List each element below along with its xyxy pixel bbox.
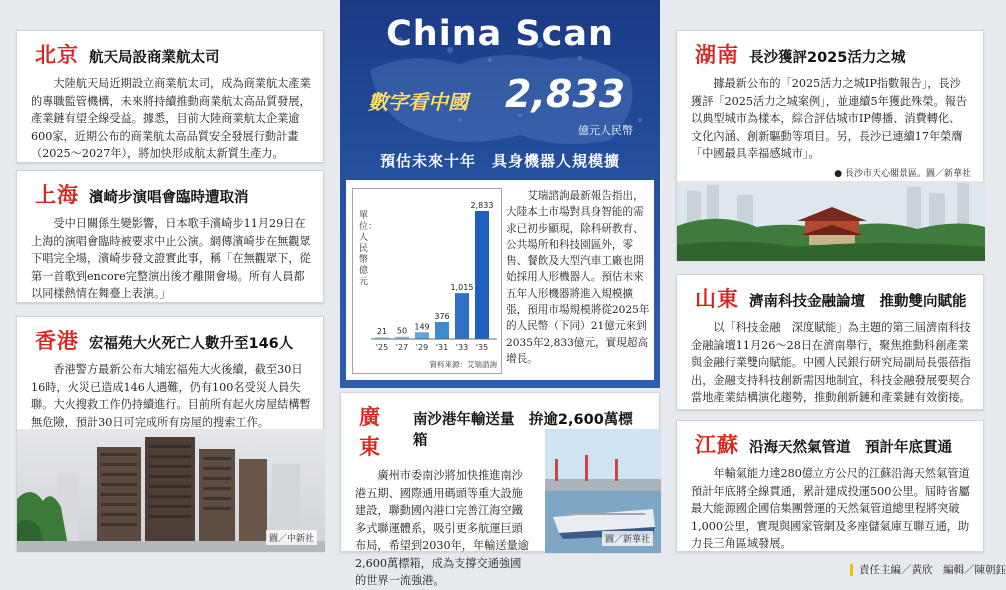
guangdong-panel [340,392,660,587]
headline-number: 2,833 [505,72,626,116]
beijing-header [17,31,323,73]
x-tick-label: '33 [455,343,469,352]
shandong-title: 濟南科技金融論壇 推動雙向賦能 [749,294,967,310]
hunan-header [677,31,983,73]
guangdong-photo-credit: 圖／新華社 [602,531,653,546]
shanghai-panel [16,170,324,303]
editor-credits-text: 責任主編／黃欣 編輯／陳朝鈺 [859,564,1006,576]
hongkong-city: 香港 [35,328,79,353]
x-tick-label: '29 [415,343,429,352]
beijing-body: 大陸航天局近期設立商業航太司，成為商業航太產業的專職監管機構，未來將持續推動商業航太高品質發展，產業鏈有望全線受益。據悉，目前大陸商業航太企業逾600家，近期公布的商業航太高品質安全發展行動計畫（2025～2027年），將加快形成航太新質生產力。 [31,77,311,160]
hunan-photo-caption: ● 長沙市天心閣景區。圖／新華社 [834,168,971,179]
brand-title: China Scan [386,14,614,54]
hunan-panel [676,30,984,260]
center-article-text: 艾瑞諮詢最新報告指出，大陸本土市場對具身智能的需求已初步顯現，除科研教育、公共場所和科技園區外，零售、餐飲及大型汽車工廠也開始採用人形機器人。預估未來五年人形機器將進入規模擴張，預用市場規模將從2025年的人民幣（下同）21億元來到2035年2,833億元，實現超高增長。 [506,190,650,365]
robot-market-chart [352,188,502,374]
beijing-title: 航天局設商業航太司 [89,50,220,66]
shandong-city: 山東 [695,286,739,311]
bar-value-label: 50 [396,326,408,336]
number-label: 數字看中國 [368,90,468,114]
jiangsu-title: 沿海天然氣管道 預計年底貫通 [749,440,952,456]
bar-33 [455,293,469,339]
x-tick-label: '25 [375,343,389,352]
beijing-city: 北京 [35,42,79,67]
shandong-header [677,275,983,317]
chart-source: 資料來源：艾瑞諮詢 [429,360,497,369]
bar-35 [475,211,489,339]
chart-unit-label: 單位：人民幣億元 [359,211,378,287]
hongkong-body: 香港警方最新公布大埔宏福苑大火後續，截至30日16時，火災已造成146人遇難，仍有100名受災人員失聯。大火搜救工作仍持續進行。目前所有起火房屋結構暫無危險，預計30日可完成所有房屋的搜索工作。 [31,363,311,429]
shandong-panel [676,274,984,410]
jiangsu-city: 江蘇 [695,432,739,457]
shanghai-body: 受中日關係生變影響，日本歌手濱崎步11月29日在上海的演唱會臨時被要求中止公演。網傳濱崎步在無觀眾下唱完全場，濱崎步發文證實此事，稱「在無觀眾下，從第一首歌到encore完整演出後才離開會場。所有人員都以同樣熱情在舞臺上表演。」 [31,217,311,300]
footer-accent-bar [850,564,853,576]
x-tick-label: '35 [475,343,489,352]
hongkong-title: 宏福苑大火死亡人數升至146人 [89,336,294,352]
jiangsu-header [677,421,983,463]
center-article [346,180,654,380]
jiangsu-panel [676,420,984,552]
bar-31 [435,322,449,339]
guangdong-body: 廣州市委南沙將加快推進南沙港五期、國際通用碼頭等重大設施建設，聯動國內港口完善江海空鐵多式聯運體系，吸引更多航運巨頭布局，希望到2030年，年輸送量逾2,600萬標箱，成為支撐交通強國的世界一流強港。 [355,469,529,587]
guangdong-title: 南沙港年輸送量 拚逾2,600萬標箱 [412,412,633,449]
bar-chart-svg [353,189,501,373]
bar-value-label: 149 [414,322,430,332]
hunan-title: 長沙獲評2025活力之城 [749,50,906,66]
editor-credits [850,562,1006,577]
bar-value-label: 2,833 [470,201,494,210]
x-tick-label: '27 [395,343,409,352]
shandong-body: 以「科技金融 深度賦能」為主題的第三屆濟南科技金融論壇11月26～28日在濟南舉行，聚焦推動科創產業與金融行業雙向賦能。中國人民銀行研究局副局長張蓓指出，金融支持科技創新需因地制宜，科技金融發展要契合當地產業結構演化趨勢，推動創新鏈和產業鏈有效銜接。 [691,321,971,404]
shanghai-city: 上海 [35,182,79,207]
beijing-panel [16,30,324,163]
bar-value-label: 1,015 [450,283,474,293]
hongkong-photo-credit: 圖／中新社 [266,530,317,545]
bar-value-label: 376 [434,312,450,322]
hongkong-panel [16,316,324,551]
bar-29 [415,332,429,339]
headline-number-unit: 億元人民幣 [578,124,633,137]
jiangsu-body: 年輸氣能力達280億立方公尺的江蘇沿海天然氣管道預計年底將全線貫通，累計建成投運500公里。屆時省屬最大能源國企國信集團營運的天然氣管道總里程將突破1,000公里，實現與國家管網及多座儲氣庫互聯互通，助力長三角區域發展。 [691,467,970,550]
hongkong-header [17,317,323,359]
guangdong-city: 廣東 [359,404,381,459]
hunan-city: 湖南 [695,42,739,67]
center-headline: 預估未來十年 具身機器人規模擴 [379,152,620,170]
shanghai-title: 濱崎步演唱會臨時遭取消 [89,190,249,206]
shanghai-header [17,171,323,213]
bar-value-label: 21 [376,327,388,336]
x-tick-label: '31 [435,343,449,352]
hunan-body: 據最新公布的「2025活力之城IP指數報告」，長沙獲評「2025活力之城案例」，並連續5年獲此殊榮。報告以典型城市為樣本，綜合評估城市IP傳播、消費轉化、文化內涵、創新驅動等項目。另，長沙已連續17年榮膺「中國最具幸福感城市」。 [691,77,968,160]
changsha-pavilion-photo [677,181,985,261]
china-scan-banner [340,0,660,388]
